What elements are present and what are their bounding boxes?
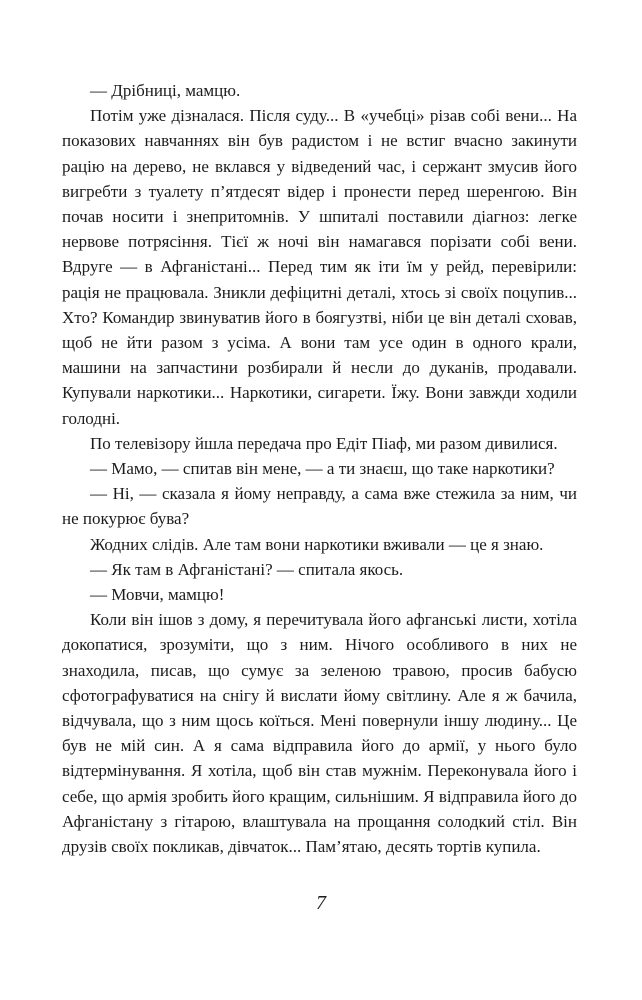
paragraph-7: — Як там в Афганістані? — спитала якось.: [90, 559, 404, 579]
paragraph-6: Жодних слідів. Але там вони наркотики вживали — це я знаю.: [90, 534, 544, 554]
page-number: 7: [316, 892, 326, 914]
paragraph-3: По телевізору йшла передача про Едіт Піаф, ми разом дивилися.: [90, 433, 558, 453]
paragraph-8: — Мовчи, мамцю!: [90, 585, 225, 605]
paragraph-5: — Ні, — сказала я йому неправду, а сама вже стежила за ним, чи не покурює бува?: [62, 484, 577, 529]
paragraph-4: — Мамо, — спитав він мене, — а ти знаєш, що таке наркотики?: [90, 459, 555, 479]
paragraph-2: Потім уже дізналася. Після суду... В «учебці» різав собі вени... На показових навчаннях він був радистом і не встиг вчасно закинути рацію на дерево, не вклався у відведений час, і сержант змусив його вигребти з туалету п’ятдесят відер і пронести перед шеренгою. Він почав носити і знепритомнів. У шпиталі поставили діагноз: легке нервове потрясіння. Тієї ж ночі він намагався порізати собі вени. Вдруге — в Афганістані... Перед тим як іти їм у рейд, перевірили: рація не працювала. Зникли дефіцитні деталі, хтось зі своїх поцупив... Хто? Командир звинуватив його в боягузтві, ніби це він деталі сховав, щоб не йти разом з усіма. А вони там усе один в одного крали, машини на запчастини розбирали й несли до дуканів, продавали. Купували наркотики... Наркотики, сигарети. Їжу. Вони завжди ходили голодні.: [62, 106, 577, 428]
paragraph-9: Коли він ішов з дому, я перечитувала його афганські листи, хотіла докопатися, зрозуміти, що з ним. Нічого особливого в них не знаходила, писав, що сумує за зеленою травою, просив бабусю сфотографуватися на снігу й вислати йому світлину. Але я ж бачила, відчувала, що з ним щось коїться. Мені повернули іншу людину... Це був не мій син. А я сама відправила його до армії, у нього було відтермінування. Я хотіла, щоб він став мужнім. Переконувала його і себе, що армія зробить його кращим, сильнішим. Я відправила його до Афганістану з гітарою, влаштувала на прощання солодкий стіл. Він друзів своїх покликав, дівчаток... Пам’ятаю, десять тортів купила.: [62, 610, 577, 857]
paragraph-1: — Дрібниці, мамцю.: [90, 81, 241, 100]
page-text: [62, 78, 577, 859]
